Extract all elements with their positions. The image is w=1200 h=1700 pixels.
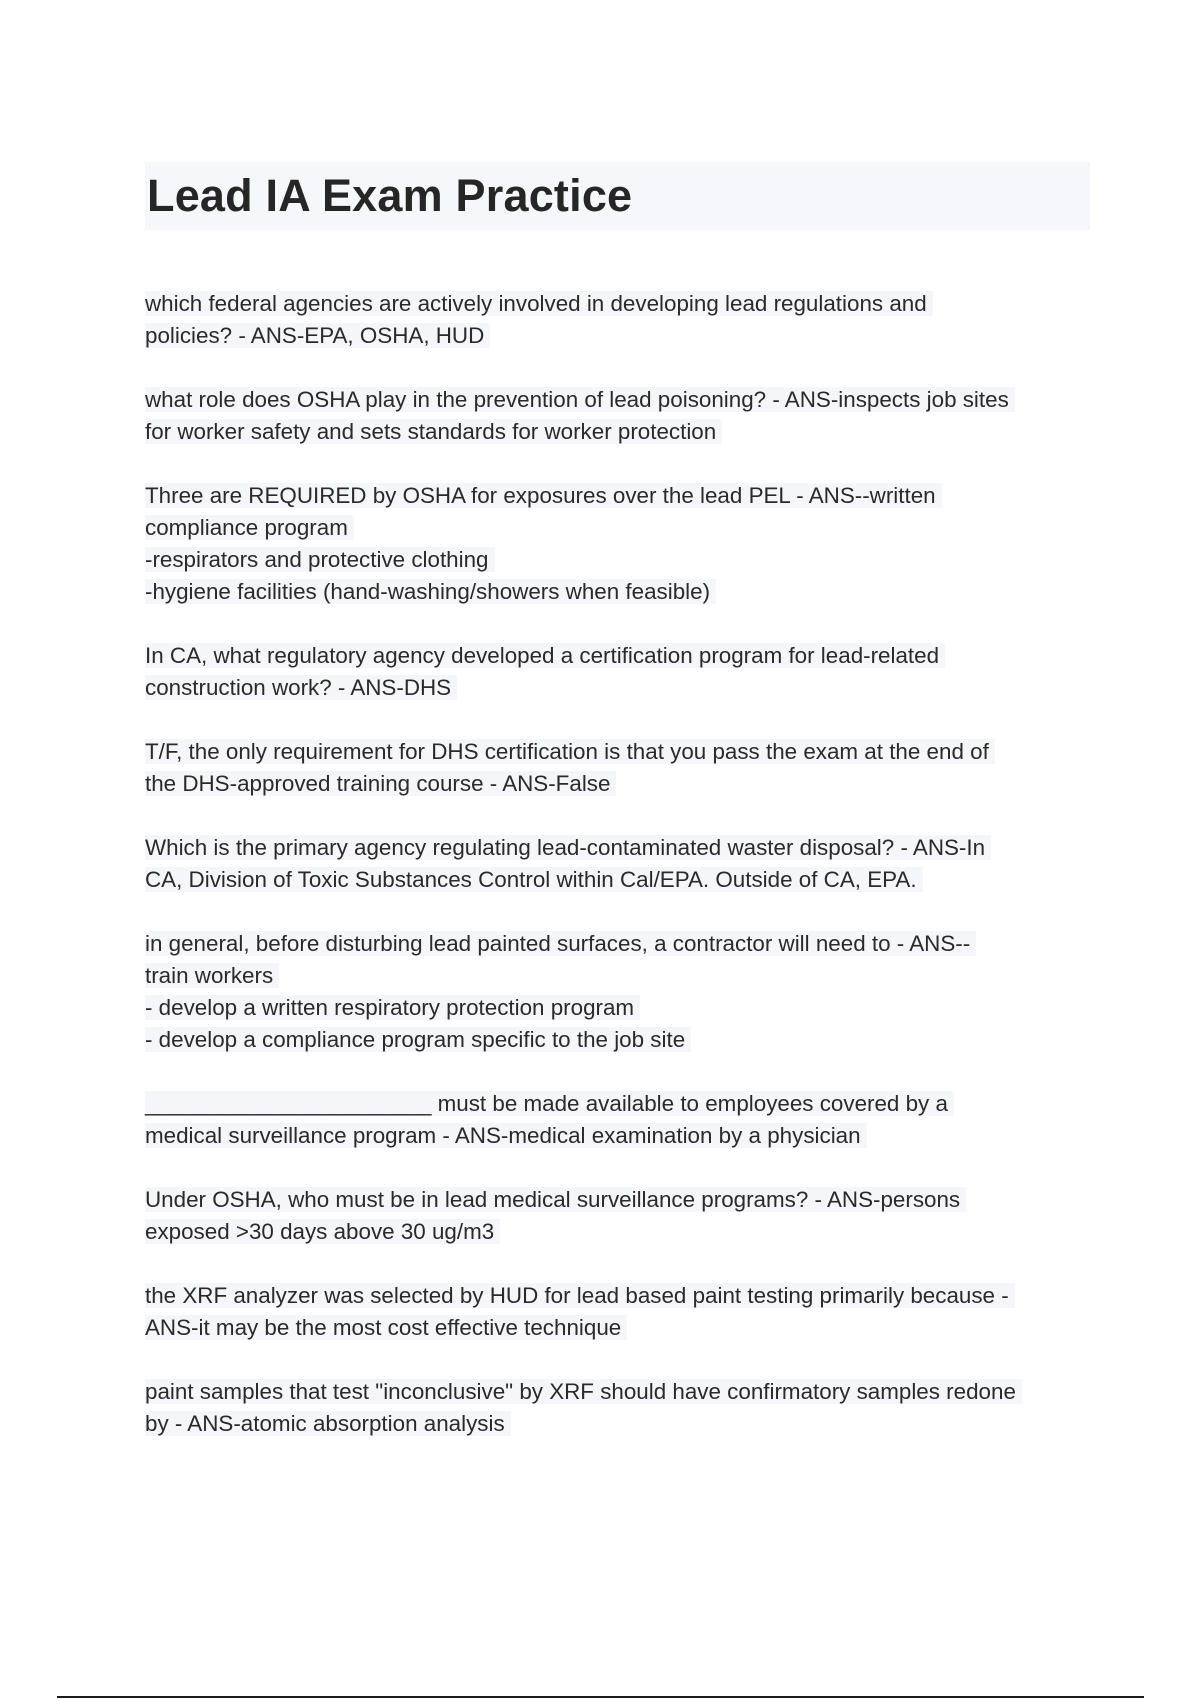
qa-line-text: - develop a written respiratory protection program	[145, 995, 640, 1020]
qa-line	[145, 832, 1095, 864]
qa-line-text: ANS-it may be the most cost effective technique	[145, 1315, 627, 1340]
qa-line	[145, 736, 1095, 768]
qa-item	[145, 832, 1095, 896]
qa-line-text: -respirators and protective clothing	[145, 547, 495, 572]
qa-line	[145, 576, 1095, 608]
qa-line-text: - develop a compliance program specific to the job site	[145, 1027, 691, 1052]
qa-line-text: In CA, what regulatory agency developed a certification program for lead-related	[145, 643, 945, 668]
qa-line-text: by - ANS-atomic absorption analysis	[145, 1411, 511, 1436]
qa-line-text: medical surveillance program - ANS-medical examination by a physician	[145, 1123, 867, 1148]
title-band	[145, 162, 1090, 230]
qa-item	[145, 640, 1095, 704]
qa-list	[145, 288, 1095, 1472]
qa-line-text: what role does OSHA play in the prevention of lead poisoning? - ANS-inspects job sites	[145, 387, 1015, 412]
qa-line-text: paint samples that test "inconclusive" by XRF should have confirmatory samples redone	[145, 1379, 1022, 1404]
qa-line	[145, 1184, 1095, 1216]
qa-line	[145, 288, 1095, 320]
qa-line-text: -hygiene facilities (hand-washing/showers when feasible)	[145, 579, 716, 604]
qa-line	[145, 640, 1095, 672]
qa-line-text: construction work? - ANS-DHS	[145, 675, 457, 700]
qa-line	[145, 1120, 1095, 1152]
qa-item	[145, 1088, 1095, 1152]
qa-line-text: which federal agencies are actively involved in developing lead regulations and	[145, 291, 933, 316]
qa-line	[145, 1376, 1095, 1408]
qa-line	[145, 1408, 1095, 1440]
qa-line-text: in general, before disturbing lead painted surfaces, a contractor will need to - ANS--	[145, 931, 976, 956]
qa-item	[145, 736, 1095, 800]
qa-line-text: Which is the primary agency regulating lead-contaminated waster disposal? - ANS-In	[145, 835, 991, 860]
qa-line	[145, 1088, 1095, 1120]
qa-line	[145, 768, 1095, 800]
qa-item	[145, 1184, 1095, 1248]
qa-line	[145, 320, 1095, 352]
qa-line	[145, 992, 1095, 1024]
qa-line	[145, 480, 1095, 512]
qa-line-text: T/F, the only requirement for DHS certification is that you pass the exam at the end of	[145, 739, 995, 764]
page-title: Lead IA Exam Practice	[147, 170, 633, 221]
qa-line-text: CA, Division of Toxic Substances Control within Cal/EPA. Outside of CA, EPA.	[145, 867, 923, 892]
qa-line	[145, 928, 1095, 960]
qa-line-text: compliance program	[145, 515, 354, 540]
qa-line-text: _______________________ must be made available to employees covered by a	[145, 1091, 954, 1116]
qa-item	[145, 384, 1095, 448]
footer-rule	[57, 1696, 1144, 1698]
qa-line	[145, 1312, 1095, 1344]
qa-line-text: Under OSHA, who must be in lead medical surveillance programs? - ANS-persons	[145, 1187, 966, 1212]
qa-line-text: exposed >30 days above 30 ug/m3	[145, 1219, 500, 1244]
qa-line-text: train workers	[145, 963, 279, 988]
qa-line	[145, 384, 1095, 416]
qa-line-text: policies? - ANS-EPA, OSHA, HUD	[145, 323, 490, 348]
qa-line	[145, 672, 1095, 704]
qa-line	[145, 1024, 1095, 1056]
qa-item	[145, 928, 1095, 1056]
qa-line	[145, 512, 1095, 544]
qa-line	[145, 1216, 1095, 1248]
qa-item	[145, 480, 1095, 608]
qa-line-text: Three are REQUIRED by OSHA for exposures over the lead PEL - ANS--written	[145, 483, 942, 508]
qa-line	[145, 960, 1095, 992]
qa-line-text: for worker safety and sets standards for worker protection	[145, 419, 722, 444]
qa-line	[145, 544, 1095, 576]
qa-line	[145, 864, 1095, 896]
qa-line-text: the XRF analyzer was selected by HUD for lead based paint testing primarily because -	[145, 1283, 1015, 1308]
qa-item	[145, 1376, 1095, 1440]
qa-item	[145, 288, 1095, 352]
qa-line	[145, 1280, 1095, 1312]
qa-line-text: the DHS-approved training course - ANS-False	[145, 771, 616, 796]
qa-line	[145, 416, 1095, 448]
qa-item	[145, 1280, 1095, 1344]
